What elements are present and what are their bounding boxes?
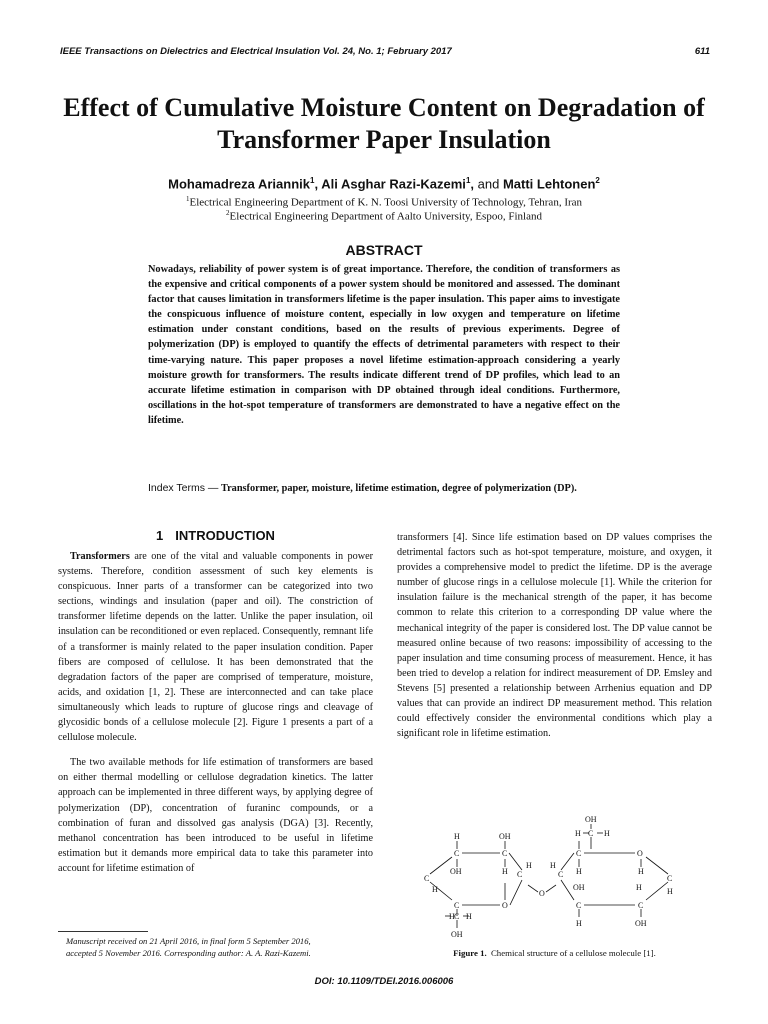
- atom-label: OH: [573, 883, 585, 892]
- atom-label: H: [638, 867, 644, 876]
- manuscript-footnote: [66, 935, 366, 959]
- atom-labels: [424, 815, 673, 939]
- author-conjunction: and: [477, 176, 500, 192]
- title-line-2: Transformer Paper Insulation: [217, 125, 551, 154]
- section-number: 1: [156, 528, 164, 543]
- atom-label: H: [576, 919, 582, 928]
- footnote-divider: [58, 931, 148, 932]
- atom-label: C: [454, 849, 460, 858]
- author-name: Mohamadreza Ariannik: [168, 176, 310, 192]
- atom-label: H: [604, 829, 610, 838]
- affiliation-marker: 1: [185, 195, 190, 203]
- atom-label: H: [575, 829, 581, 838]
- running-head: [60, 46, 710, 62]
- affiliation: [60, 209, 708, 223]
- author-name: Ali Asghar Razi-Kazemi: [321, 176, 466, 192]
- figure-label: Figure 1.: [453, 948, 487, 958]
- affiliation-marker: 2: [226, 209, 230, 217]
- paper-title: [50, 92, 718, 156]
- figure-caption-text: Chemical structure of a cellulose molecule [1].: [490, 948, 656, 958]
- section-title: INTRODUCTION: [175, 528, 275, 543]
- atom-label: O: [539, 889, 545, 898]
- atom-label: OH: [635, 919, 647, 928]
- index-terms-text: Transformer, paper, moisture, lifetime estimation, degree of polymerization (DP).: [221, 483, 577, 494]
- abstract-text: Nowadays, reliability of power system is of great importance. Therefore, the condition of transformers as the expensive and critical components of a power system should be monitored and assessed. The dominant factor that causes limitation in transformers lifetime is the paper insulation. This paper aims to investigate the conspicuous influence of moisture content, especially in low oxygen and temperature on lifetime estimation under constant conditions, based on the results of previous experiments. Degree of polymerization (DP) is employed to quantify the effects of detrimental parameters with respect to their time-varying nature. This paper proposes a novel lifetime estimation-approach considering a yearly moisture growth for transformers. The results indicate different trend of DP profiles, which lead to an accurate lifetime estimation in comparison with DP obtained through ideal conditions. Furthermore, oscillations in the hot-spot temperature of transformers are demonstrated to have a negative effect on the lifetime.: [148, 264, 620, 426]
- atom-label: H: [466, 912, 472, 921]
- section-heading: [58, 528, 373, 543]
- footnote-line: accepted 5 November 2016. Corresponding author: A. A. Razi-Kazemi.: [66, 948, 311, 958]
- atom-label: OH: [450, 867, 462, 876]
- atom-label: O: [637, 849, 643, 858]
- figure-caption: [397, 948, 712, 958]
- right-column: [397, 530, 712, 741]
- atom-label: C: [517, 870, 523, 879]
- atom-label: C: [638, 901, 644, 910]
- atom-label: OH: [585, 815, 597, 824]
- atom-label: H: [550, 861, 556, 870]
- affiliation-text: Electrical Engineering Department of Aalto University, Espoo, Finland: [229, 210, 542, 223]
- atom-label: C: [558, 870, 564, 879]
- author-name: Matti Lehtonen: [502, 176, 596, 192]
- footnote-line: Manuscript received on 21 April 2016, in final form 5 September 2016,: [66, 936, 311, 946]
- affiliation-marker: 2: [595, 176, 600, 185]
- left-column: [58, 549, 373, 876]
- atom-label: C: [576, 849, 582, 858]
- atom-label: C: [588, 829, 594, 838]
- affiliation-text: Electrical Engineering Department of K. N. Toosi University of Technology, Tehran, Iran: [189, 196, 583, 209]
- atom-label: C: [667, 874, 673, 883]
- atom-label: OH: [499, 832, 511, 841]
- doi: DOI: 10.1109/TDEI.2016.006006: [314, 976, 454, 987]
- cellulose-structure-diagram: [410, 812, 700, 942]
- figure-cellulose-structure: [410, 812, 700, 942]
- index-terms: [148, 481, 620, 496]
- paragraph: transformers [4]. Since life estimation based on DP values comprises the detrimental factors such as hot-spot temperature, moisture, and oxygen, it provides a comprehensive model to predict the lifetime. DP is the average number of glucose rings in a cellulose molecule [1]. While the criterion for insulation failure is the mechanical strength of the paper, it has become common to relate this criterion to a corresponding DP value where the mechanical integrity of the paper is considered lost. The DP value cannot be measured online because of two reasons: impossibility of accessing to the paper insulation and time consuming process of measurement. Hence, it has been tried to develop a relation for indirect measurement of DP. Emsley and Stevens [5] presented a relationship between Arrhenius equation and DP values that can provide an indirect DP measurement method. This relation could effectively consider the environmental conditions which play a significant role in lifetime estimation.: [397, 532, 712, 740]
- paragraph: The two available methods for life estimation of transformers are based on either thermal modelling or cellulose degradation kinetics. The latter approach can be implemented in three different ways, by applying degree of polymerization (DP), concentration of furaninc compounds, or a combination of furan and dissolved gas analysis (DGA) [3]. Recently, methanol concentration has been introduced to be useful in lifetime estimation but it demands more empirical data to take this parameter into account for lifetime estimation of: [58, 757, 373, 874]
- atom-label: H: [502, 867, 508, 876]
- paragraph: [58, 549, 373, 745]
- atom-label: C: [454, 912, 460, 921]
- atom-label: OH: [451, 930, 463, 939]
- atom-label: H: [636, 883, 642, 892]
- affiliation-marker: 1: [465, 176, 471, 185]
- atom-label: H: [449, 912, 455, 921]
- atom-label: C: [576, 901, 582, 910]
- page-number: 611: [694, 46, 710, 57]
- lead-word: Transformers: [70, 551, 130, 562]
- index-terms-label: Index Terms —: [148, 482, 219, 494]
- journal-citation: IEEE Transactions on Dielectrics and Electrical Insulation Vol. 24, No. 1; February 2017: [60, 46, 452, 57]
- atom-label: H: [432, 885, 438, 894]
- atom-label: C: [502, 849, 508, 858]
- author-list: Mohamadreza Ariannik$^1$, Ali Asghar Razi-Kazemi$^1$, and Matti Lehtonen$^2$: [168, 176, 600, 192]
- paragraph-text: are one of the vital and valuable components in power systems. Therefore, condition assessment of such key elements is conspicuous. Inner parts of a transformer can be categorized into two sections, windings and insulation (paper and oil). The constriction of transformer lifetime depends on the latter. Unlike the paper insulation, oil insulation can be reconditioned or even replaced. Consequently, remnant life of a transformer is mainly related to the paper insulation condition. Paper fibers are composed of cellulose. It has been demonstrated that the degradation factors of the paper are comprised of temperature, moisture, acids, and oxidation [1, 2]. These are interconnected and can take place simultaneously which leads to rupture of glucose rings and cleavage of glycosidic bonds of a cellulose molecule [2]. Figure 1 presents a part of a cellulose molecule.: [58, 551, 374, 744]
- atom-label: O: [502, 901, 508, 910]
- atom-label: C: [424, 874, 430, 883]
- affiliation: [60, 195, 708, 209]
- abstract-heading: ABSTRACT: [345, 242, 423, 258]
- atom-label: H: [576, 867, 582, 876]
- affiliation-marker: 1: [310, 176, 315, 185]
- atom-label: H: [454, 832, 460, 841]
- atom-label: C: [454, 901, 460, 910]
- atom-label: H: [667, 887, 673, 896]
- atom-label: H: [526, 861, 532, 870]
- title-line-1: Effect of Cumulative Moisture Content on Degradation of: [63, 93, 705, 122]
